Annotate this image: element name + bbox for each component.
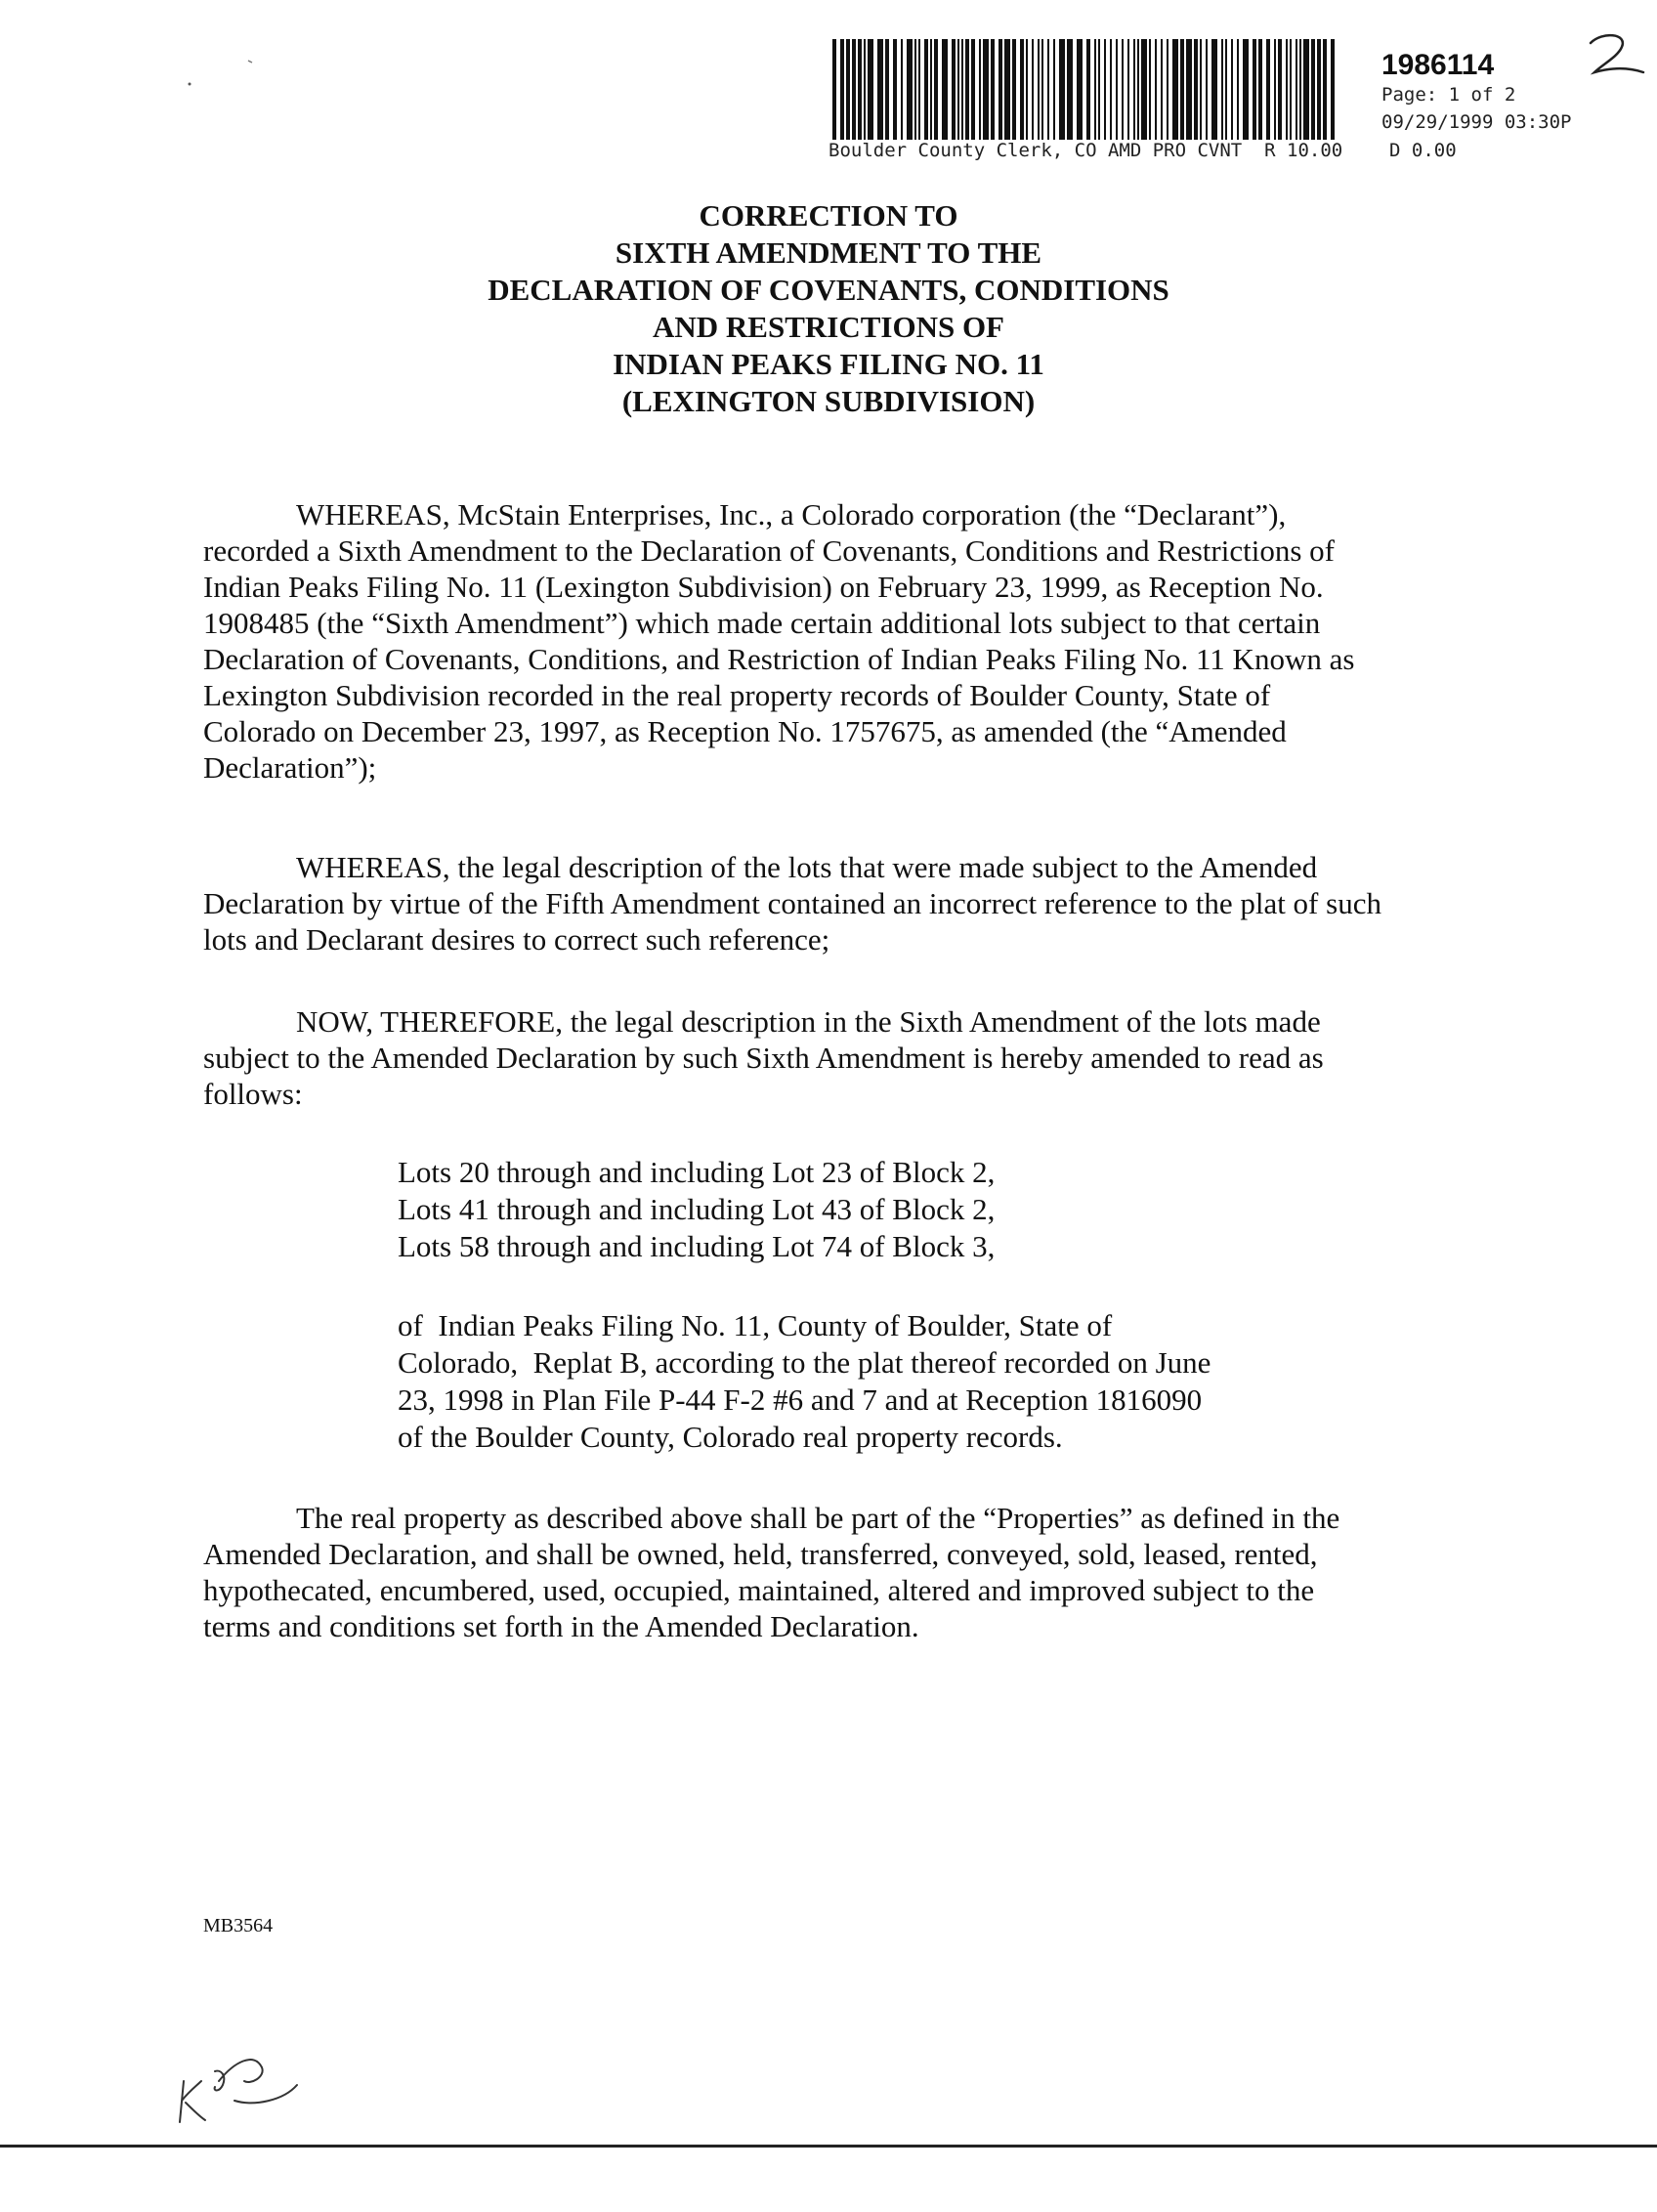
title-line: CORRECTION TO: [699, 198, 958, 233]
title-line: INDIAN PEAKS FILING NO. 11: [613, 347, 1044, 381]
barcode-bar: [1038, 39, 1040, 140]
barcode-bar: [998, 39, 1002, 140]
barcode-bar: [1253, 39, 1256, 140]
title-line: AND RESTRICTIONS OF: [652, 310, 1004, 344]
barcode-bar: [852, 39, 856, 140]
recorded-datetime: 09/29/1999 03:30P: [1381, 111, 1572, 133]
barcode-bar: [1116, 39, 1118, 140]
text-line: Declaration by virtue of the Fifth Amendment contained an incorrect reference to the plat of such: [203, 886, 1381, 920]
barcode-bar: [961, 39, 963, 140]
title-line: (LEXINGTON SUBDIVISION): [621, 384, 1036, 418]
barcode-bar: [1231, 39, 1233, 140]
text-line: of Indian Peaks Filing No. 11, County of Boulder, State of: [398, 1308, 1113, 1342]
whereas-paragraph-2: [203, 849, 1381, 957]
barcode-bar: [1059, 39, 1065, 140]
barcode-bar: [979, 39, 981, 140]
barcode-bar: [832, 39, 836, 140]
barcode-bar: [877, 39, 883, 140]
barcode-bar: [1032, 39, 1034, 140]
barcode-bar: [840, 39, 844, 140]
barcode-bar: [1041, 39, 1043, 140]
barcode-bar: [983, 39, 989, 140]
real-property-paragraph: [203, 1500, 1339, 1644]
barcode-bar: [1137, 39, 1139, 140]
barcode-bar: [1067, 39, 1073, 140]
text-line: WHEREAS, the legal description of the lots that were made subject to the Amended: [296, 850, 1318, 884]
barcode-bar: [1286, 39, 1288, 140]
barcode-bar: [971, 39, 975, 140]
handwritten-page-mark: [1583, 29, 1651, 88]
barcode-bar: [893, 39, 897, 140]
barcode-bar: [1237, 39, 1239, 140]
scan-specks: [176, 55, 254, 94]
barcode-bar: [1186, 39, 1192, 140]
text-line: terms and conditions set forth in the Amended Declaration.: [203, 1609, 919, 1643]
barcode-bar: [1211, 39, 1217, 140]
barcode-bar: [1323, 39, 1327, 140]
text-line: NOW, THEREFORE, the legal description in the Sixth Amendment of the lots made: [296, 1004, 1321, 1039]
text-line: Lexington Subdivision recorded in the real property records of Boulder County, State of: [203, 678, 1271, 712]
barcode-bar: [1122, 39, 1124, 140]
barcode-bar: [858, 39, 862, 140]
barcode-bar: [1278, 39, 1282, 140]
barcode-bar: [1317, 39, 1321, 140]
lot-line: Lots 58 through and including Lot 74 of Block 3,: [398, 1229, 996, 1263]
barcode-bar: [1225, 39, 1227, 140]
barcode-bar: [1026, 39, 1028, 140]
fee-r: R 10.00: [1264, 140, 1343, 161]
barcode-bar: [1303, 39, 1309, 140]
lots-list: [398, 1154, 995, 1265]
text-line: The real property as described above shall be part of the “Properties” as defined in the: [296, 1501, 1340, 1535]
page-info: Page: 1 of 2: [1381, 84, 1516, 106]
reception-number: 1986114: [1381, 49, 1495, 81]
barcode-bar: [1094, 39, 1096, 140]
barcode-bar: [1053, 39, 1055, 140]
barcode-bar: [942, 39, 948, 140]
page-bottom-rule: [0, 2145, 1657, 2148]
text-line: hypothecated, encumbered, used, occupied, maintained, altered and improved subject to the: [203, 1573, 1315, 1607]
barcode-bar: [1155, 39, 1157, 140]
barcode-bar: [1020, 39, 1024, 140]
document-id: MB3564: [203, 1915, 274, 1936]
barcode-bar: [1266, 39, 1270, 140]
clerk-line: [828, 140, 1342, 161]
barcode-bar: [1296, 39, 1297, 140]
text-line: Colorado, Replat B, according to the plat thereof recorded on June: [398, 1345, 1211, 1380]
barcode-bar: [901, 39, 903, 140]
barcode-bar: [1274, 39, 1276, 140]
barcode-bar: [1258, 39, 1262, 140]
barcode-bar: [864, 39, 866, 140]
barcode-bar: [1104, 39, 1106, 140]
lot-line: Lots 20 through and including Lot 23 of Block 2,: [398, 1155, 996, 1189]
barcode-bar: [991, 39, 995, 140]
barcode-bar: [1243, 39, 1249, 140]
text-line: 23, 1998 in Plan File P-44 F-2 #6 and 7 and at Reception 1816090: [398, 1382, 1203, 1417]
lot-line: Lots 41 through and including Lot 43 of Block 2,: [398, 1192, 996, 1226]
barcode-bar: [1004, 39, 1010, 140]
barcode-bar: [934, 39, 938, 140]
barcode-bar: [930, 39, 932, 140]
barcode-bar: [957, 39, 959, 140]
title-line: DECLARATION OF COVENANTS, CONDITIONS: [488, 273, 1169, 307]
barcode-bar: [1290, 39, 1292, 140]
barcode-bar: [1161, 39, 1163, 140]
text-line: Declaration”);: [203, 750, 377, 785]
barcode-bar: [1180, 39, 1184, 140]
barcode-bar: [868, 39, 873, 140]
barcode-bar: [965, 39, 969, 140]
whereas-paragraph-1: [203, 496, 1354, 786]
barcode-bar: [1110, 39, 1112, 140]
text-line: recorded a Sixth Amendment to the Declaration of Covenants, Conditions and Restrictions of: [203, 533, 1335, 568]
text-line: Colorado on December 23, 1997, as Reception No. 1757675, as amended (the “Amended: [203, 714, 1287, 748]
barcode-bar: [1012, 39, 1016, 140]
barcode-bar: [1172, 39, 1178, 140]
barcode-bar: [1127, 39, 1129, 140]
fee-d: D 0.00: [1389, 140, 1457, 161]
title-line: SIXTH AMENDMENT TO THE: [615, 235, 1042, 270]
text-line: 1908485 (the “Sixth Amendment”) which made certain additional lots subject to that certain: [203, 606, 1321, 640]
barcode-bar: [907, 39, 913, 140]
barcode-bar: [1077, 39, 1083, 140]
text-line: Amended Declaration, and shall be owned, held, transferred, conveyed, sold, leased, rented,: [203, 1537, 1318, 1571]
barcode-bar: [1331, 39, 1335, 140]
barcode-bar: [1311, 39, 1315, 140]
barcode-bar: [924, 39, 928, 140]
text-line: Declaration of Covenants, Conditions, and Restriction of Indian Peaks Filing No. 11 Known as: [203, 642, 1355, 676]
barcode-bar: [1299, 39, 1301, 140]
barcode-bar: [1200, 39, 1202, 140]
barcode-bar: [1133, 39, 1135, 140]
barcode-bar: [1149, 39, 1151, 140]
barcode-bar: [918, 39, 920, 140]
barcode-bar: [1086, 39, 1090, 140]
now-therefore-paragraph: [203, 1003, 1324, 1112]
barcode-bar: [952, 39, 956, 140]
handwritten-initials: [176, 2042, 313, 2130]
text-line: subject to the Amended Declaration by such Sixth Amendment is hereby amended to read as: [203, 1041, 1324, 1075]
barcode-bar: [914, 39, 916, 140]
text-line: lots and Declarant desires to correct such reference;: [203, 922, 830, 957]
document-title: [0, 197, 1657, 420]
recording-barcode: [832, 39, 1337, 140]
barcode-bar: [885, 39, 889, 140]
barcode-bar: [1141, 39, 1147, 140]
barcode-bar: [1206, 39, 1208, 140]
barcode-bar: [1047, 39, 1049, 140]
barcode-bar: [846, 39, 850, 140]
barcode-bar: [1221, 39, 1223, 140]
clerk-text: Boulder County Clerk, CO AMD PRO CVNT: [828, 140, 1243, 161]
text-line: follows:: [203, 1077, 303, 1111]
barcode-bar: [1098, 39, 1100, 140]
barcode-bar: [1167, 39, 1168, 140]
legal-description: [398, 1307, 1211, 1456]
text-line: Indian Peaks Filing No. 11 (Lexington Subdivision) on February 23, 1999, as Reception No.: [203, 570, 1324, 604]
barcode-bar: [1194, 39, 1198, 140]
text-line: WHEREAS, McStain Enterprises, Inc., a Colorado corporation (the “Declarant”),: [296, 497, 1287, 532]
text-line: of the Boulder County, Colorado real property records.: [398, 1420, 1063, 1454]
